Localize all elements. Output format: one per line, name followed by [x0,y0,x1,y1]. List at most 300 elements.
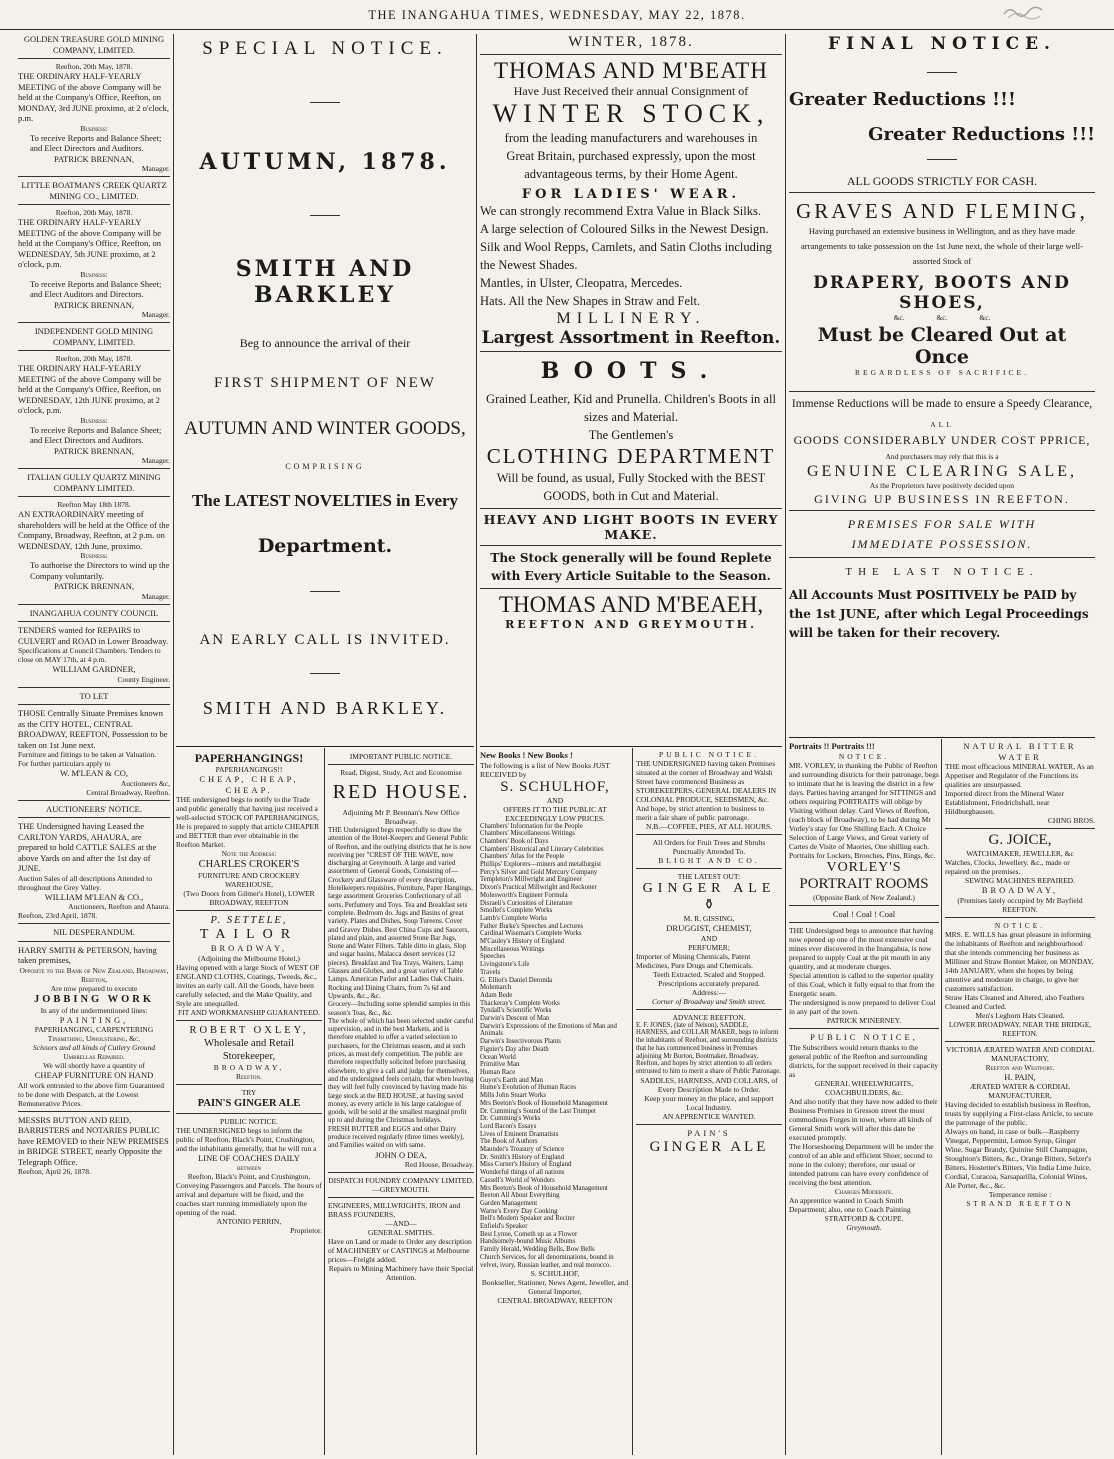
italian-date: Reefton May 18th 1878. [57,500,131,509]
column-2b [176,752,322,1455]
book-item: Ocean World [480,1053,516,1061]
corner: Corner of Broadway and Smith street. [651,996,767,1006]
book-item: Beeton All About Everything [480,1192,560,1200]
italian-title: ITALIAN GULLY QUARTZ MINING COMPANY LIMITED. [27,472,161,493]
book-item: Travels [480,968,501,976]
column-2c [328,752,474,1455]
etc: &c. &c. &c. [893,313,991,322]
lower-broadway: LOWER BROADWAY, NEAR THE BRIDGE, REEFTON. [948,1019,1092,1038]
proprietors: As the Proprietors have positively decided upon [869,481,1015,490]
and-3c: AND [700,933,718,943]
book-item: Mrs Beeton's Book of Household Management [480,1099,608,1107]
little-date: Reefton, 20th May, 1878. [55,208,133,217]
book-list [480,823,630,1270]
and-line: —AND— [385,1219,417,1229]
redhouse-body-2: Crockery and Glassware of every description, Hotelkeepers requisites, Furniture, Paper Hangings, large assortment Groceries Confectionary of all sorts, Perfumery and Toys. Tea and Breakfast sets complete. Bedroom do. Jugs and Basins of great variety. Plates and Dishes, Soup Tureens. Cover and Gravey Dishes. Best China Cups and Saucers, plated and plain, and assorted Stone Bar Jugs, Stone and Water Filters. Table ditto in glass, Slop and sugar basins, Malacca desert services (12 pieces). Breakfast and Tea Trays, Waiters, Lamp Glasses and Globes, and a great variety of Table Lamps. American Parlor and Ladies Oak Chairs. [328,875,473,984]
county-spec: Specifications at Council Chambers. Tenders to close on MAY 17th, at 4 p.m. [18,646,161,664]
county-signature: WILLIAM GARDNER, [52,664,136,674]
strand: STRAND REEFTON [966,1199,1074,1208]
manager-label: Manager. [141,164,170,173]
book-item: Family Herald, Wedding Bells, Bow Bells [480,1246,595,1254]
paper-title: PAPERHANGINGS! [194,752,304,765]
regardless: REGARDLESS OF SACRIFICE. [855,368,1029,377]
public-notice-4b: PUBLIC NOTICE, [810,1032,918,1042]
pain: H. PAIN, [1004,1071,1036,1082]
little-signature: PATRICK BRENNAN, [54,299,134,310]
apprentice: AN APPRENTICE WANTED. [662,1112,756,1122]
book-item: M'Cauley's History of England [480,938,565,946]
notice-4b: NOTICE. [838,751,890,761]
book-item: Figuier's Day after Death [480,1045,549,1053]
column-rule [785,34,786,1455]
prescriptions: Prescriptions accurately prepared. [658,978,760,988]
book-item: Dr. Cumming's Sound of the Last Trumpet [480,1107,596,1115]
comprising: COMPRISING [285,462,365,471]
book-item: Dr. Smith's History of England [480,1153,565,1161]
column-4b [789,741,939,1455]
adjoining: Adjoining Mr P. Brennan's New Office Broadway. [342,808,460,826]
millinery: MILLINERY. [556,310,706,327]
book-item: Thackeray's Complete Works [480,999,560,1007]
all: ALL [930,420,954,429]
book-item: Percy's Silver and Gold Mercury Company [480,868,598,876]
genuine: GENUINE CLEARING SALE, [807,463,1077,480]
latest-out: THE LATEST OUT: [677,872,741,881]
autumn-heading: AUTUMN, 1878. [199,149,451,175]
have-received: Have Just Received their annual Consignment of [513,84,749,98]
golden-body: THE ORDINARY HALF-YEARLY MEETING of the above Company will be held at the Company's Office, Reefton, on MONDAY, 3rd JUNE proximo, at 2 o'clock, p.m. [18,71,169,123]
beg-text: Beg to announce the arrival of their [239,336,411,350]
county-body: TENDERS wanted for REPAIRS to CULVERT and ROAD in Lower Broadway. [18,625,169,646]
book-item: Adam Bede [480,991,513,999]
nil-jobbing: JOBBING WORK [33,993,155,1005]
hats: Hats. All the New Shapes in Straw and Felt. [480,294,701,308]
book-item: Tyndall's Scientific Works [480,1007,552,1015]
croker-addr: (Two Doors from Gilmer's Hotel), LOWER BROADWAY, REEFTON [183,889,315,907]
adjoin: (Adjoining the Melbourne Hotel,) [198,953,300,963]
book-item: Smollet's Complete Works [480,907,553,915]
public-notice: PUBLIC NOTICE. [220,1116,278,1126]
wholesale: Wholesale and Retail [204,1037,294,1049]
paper-body: THE undersigned begs to notify to the Trade and public generally that having just received a well-selected STOCK OF PAPERHANGINGS, He is prepared to supply that article CHEAPER and BETTER than ever obtainable in the Reefton Market. [176,795,320,849]
redhouse-body-6: FRESH BUTTER and EGGS and other Dairy produce received regularly (three times weekly), and Families waited on with same. [328,1124,465,1150]
perrin: ANTONIO PERRIN, [216,1217,282,1226]
indep-business: To receive Reports and Balance Sheet; and Elect Directors and Auditors. [30,424,162,445]
tailor: TAILOR [199,927,299,942]
paper-sub: PAPERHANGINGS!! [215,765,283,774]
county-role: County Engineer. [117,674,170,684]
joice: G. JOICE, [988,832,1052,848]
nil-painting: PAINTING, [59,1014,129,1025]
following: The following is a list of New Books JUST RECEIVED by [480,760,610,779]
book-item: G. Elliot's Daniel Deronda [480,976,553,984]
odea-addr: Red House, Broadway. [404,1160,474,1170]
premises: PREMISES FOR SALE WITH IMMEDIATE POSSESSION. [847,517,1037,551]
column-rule [476,34,477,1455]
importer: Importer of Mining Chemicals, Patent Medicines, Pure Drugs and Chemicals. [636,951,754,970]
storekeeper: Storekeeper, [222,1050,276,1062]
little-title: LITTLE BOATMAN'S CREEK QUARTZ MINING CO., LIMITED. [21,180,167,201]
natural-bitter: NATURAL BITTER WATER [963,741,1077,762]
cheap-line: CHEAP, CHEAP, CHEAP. [199,774,299,795]
golden-signature: PATRICK BRENNAN, [54,153,134,164]
business-label: Business: [80,551,108,560]
auction-body: THE Undersigned having Leased the CARLTON YARDS, AHAURA, are prepared to hold CATTLE SALES at the above Yards on and after the 1st day of JUNE. [18,821,157,873]
proprietor: Proprietor. [290,1226,322,1235]
leghorn: Men's Leghorn Hats Cleaned. [975,1010,1065,1020]
latest-novelties: The LATEST NOVELTIES in Every [191,491,459,510]
book-item: Disraeli's Curiosities of Literature [480,899,573,907]
book-item: Molesworth's Engineer Formula [480,891,568,899]
ginger-ale: GINGER ALE [642,881,776,896]
department: Department. [257,535,393,557]
winter-heading: WINTER, 1878. [568,34,694,50]
redhouse-body-1: THE Undersigned begs respectfully to draw the attention of the Hotel-Keepers and General Public of Reefton, and the outlying districts that he is now receiving per "CREST OF THE WAVE, now discharging at Greymouth. A large and varied assortment of General Goods, Consisting of— [328,826,472,876]
tolet-apply: For further particulars apply to [18,759,111,768]
book-item: Best Lynne, Cometh up as a Flower [480,1230,578,1238]
book-item: Dixon's Practical Millwright and Reckoner [480,884,597,892]
croker: CHARLES CROKER'S [198,859,300,870]
early-call: AN EARLY CALL IS INVITED. [199,632,451,648]
mcinerney: PATRICK M'INERNEY. [826,1016,902,1025]
mantles: Mantles, in Ulster, Cleopatra, Mercedes. [480,276,683,290]
golden-date: Reefton, 20th May, 1878. [55,62,133,71]
indep-title: INDEPENDENT GOLD MINING COMPANY, LIMITED. [34,326,154,347]
book-item: Miss Curner's History of England [480,1161,572,1169]
button-date: Reefton, April 26, 1878. [18,1167,91,1176]
portraits: Portraits !! Portraits !!! [789,741,875,751]
settele-body: Having opened with a large Stock of WEST OF ENGLAND CLOTHS, Coatings, Tweeds, &c., invites an early call. All the Goods, have been carefully selected, and the Make Quality, and Style are unequalled. [176,962,320,1008]
note-address: Note the Address: [221,849,277,858]
grained: Grained Leather, Kid and Prunella. Children's Boots in all sizes and Material. [486,392,776,424]
redhouse-body-4: Grocery—Including some splendid samples in this season's Teas, &c., &c. [328,1000,471,1017]
column-3 [480,34,782,1455]
book-item: Chambers' Information for the People [480,822,583,830]
having: Having purchased an extensive business in Wellington, and as they have made arrangements to take possession on the 1st June next, the whole of their large well-assorted Stock of [801,226,1083,266]
always: Always on hand, in case or bulk—Raspberry Vinegar, Peppermint, Lemon Syrup, Ginger Wine, Sugar Brandy, Quinine Still Champagne, Stoughton's Bitters, &c., Orange Bitters, Selzer's Bitters, Hostetter's Bitters, Vin India Lime Juice, Cordial, Curacoa, Sarsaparilla, Colonial Wines, Ale Porter, &c., &c. [945,1127,1092,1190]
coal-deliver: The undersigned is now prepared to deliver Coal in any part of the town. [789,998,936,1016]
tolet-title: TO LET [79,690,109,701]
drapery: DRAPERY, BOOTS AND SHOES, [813,273,1071,313]
book-item: Mrs Beeton's Book of Household Management [480,1184,608,1192]
masthead [0,0,1114,30]
broadway-4c: BROADWAY, [981,885,1059,895]
pains: PAIN'S [687,1128,731,1139]
book-item: Chambers' Miscellaneous Writings [480,830,575,838]
final-notice: FINAL NOTICE. [828,34,1056,54]
schulhof-trades: Bookseller, Stationer, News Agent, Jeweller, and General Importer, [481,1278,629,1297]
special-notice-heading: SPECIAL NOTICE. [202,38,448,59]
engineers: ENGINEERS, MILLWRIGHTS, IRON and BRASS FOUNDERS, [328,1201,461,1220]
aerated: ÆRATED WATER & CORDIAL MANUFACTURER, [969,1082,1071,1100]
clothing: CLOTHING DEPARTMENT [486,444,776,468]
castings: Have on Land or made to Order any description of MACHINERY or CASTINGS at Melbourne prices—Freight added. [328,1237,472,1265]
tolet-role: Auctioneers &c, [120,778,170,788]
book-item: Dr. Cumming's Works [480,1115,541,1123]
and-label: AND [546,795,564,805]
smith-barkley-heading: SMITH AND BARKLEY [235,256,415,308]
places: REEFTON AND GREYMOUTH. [505,618,757,631]
gentlemen: The Gentlemen's [588,428,674,442]
reefton: Reefton. [236,1071,262,1081]
coloured: A large selection of Coloured Silks in the Newest Design. [480,222,769,236]
wheelwrights: GENERAL WHEELWRIGHTS, COACHBUILDERS, &c. [814,1078,914,1097]
button-body: MESSRS BUTTON AND REID, BARRISTERS and NOTARIES PUBLIC have REMOVED to their NEW PREMISES in BRIDGE STREET, nearly Opposite the Telegraph Office. [18,1114,169,1167]
nil-cheap: CHEAP FURNITURE ON HAND [34,1070,154,1080]
golden-business: To receive Reports and Balance Sheet; and Elect Directors and Auditors. [30,132,162,153]
book-item: Livingstone's Life [480,961,530,969]
sub-body: The Subscribers would return thanks to the general public of the Reefton and surrounding districts, for the support received in their capacity as [789,1042,939,1079]
advance: ADVANCE REEFTON. [672,1012,746,1022]
business-label: Business: [80,269,108,279]
column-4c [945,741,1095,1455]
book-item: Warne's Every Day Cooking [480,1207,558,1215]
column-2 [176,34,474,1455]
greymouth: Greymouth. [846,1222,882,1232]
horseshoeing: The Horseshoeing Department will be under the control of an able and efficient Shoer, second to none in the colony; therefore, our usual or intended patrons can have every confidence of receiving the best attention. [789,1141,934,1187]
straw: Straw Hats Cleaned and Altered, also Feathers Cleaned and Curled. [945,992,1085,1011]
autumn-winter-goods: AUTUMN AND WINTER GOODS, [184,418,466,439]
schulhof-addr: CENTRAL BROADWAY, REEFTON [497,1296,613,1306]
book-item: Miscellaneous Writings [480,945,545,953]
indep-body: THE ORDINARY HALF-YEARLY MEETING of the above Company will be held at the Company's Office, Reefton, on WEDNESDAY, 12th JUNE proximo, at 2 o'clock, p.m. [18,363,162,415]
ginger-ale-2: GINGER ALE [649,1138,769,1155]
read: Read, Digest, Study, Act and Economise [340,768,462,777]
auction-title: AUCTIONEERS' NOTICE. [46,803,142,814]
indep-date: Reefton, 20th May, 1878. [55,354,133,363]
ladies-wear: FOR LADIES' WEAR. [521,187,741,202]
tolet-body: THOSE Centrally Situate Premises known as the CITY HOTEL, CENTRAL BROADWAY, REEFTON, Possession to be taken on 1st June next. [18,708,168,750]
book-item: Chambers' Atlas for the People [480,853,565,861]
temperance: Temperance remise : [988,1190,1052,1199]
book-item: Hume's Evolution of Human Races [480,1084,576,1092]
book-item: Chambers' Book of Days [480,837,549,845]
business-label: Business: [80,123,108,133]
auction-desc: Auction Sales of all descriptions Attended to throughout the Grey Valley. [18,873,153,892]
book-item: Primitive Man [480,1061,520,1069]
between: between [237,1163,261,1172]
book-item: Speeches [480,953,506,961]
blight: BLIGHT AND CO. [658,856,760,865]
manager-label: Manager. [141,310,170,319]
column-1 [18,34,170,1455]
saddles: SADDLES, HARNESS, AND COLLARS, of Every Description Made to Order. [640,1076,778,1095]
nil-all: All work entrusted to the above firm Guaranteed to be done with Despatch, at the Lowest Remunerative Prices. [18,1080,164,1108]
jones-body: E. F. JONES, (late of Nelson), SADDLE, HARNESS, and COLLAR MAKER, begs to inform the inhabitants of Reefton, and surrounding districts that he has commenced business in Premises adjoining Mr Burton, Bootmaker, Broadway, Reefton, and hopes by strict attention to all orders entrusted to him to merit a share of Public Patronage. [636,1021,781,1076]
coal-body: THE Undersigned begs to announce that having now opened up one of the most extensive coal mines ever discovered in the Inangahua, is now prepared to supply Coal at the pit mouth in any quantity, and at moderate charges. [789,926,934,971]
book-item: Guyot's Earth and Man [480,1076,543,1084]
book-item: Wonderful things of all nations [480,1169,565,1177]
cash: ALL GOODS STRICTLY FOR CASH. [846,174,1038,188]
smith-barkley-sign: SMITH AND BARKLEY. [202,698,448,718]
column-4 [789,34,1095,1455]
book-item: Molemarch [480,984,512,992]
nil-scissors: Scissors and all kinds of Cutlery Ground [32,1043,156,1052]
pains-ginger: PAIN'S GINGER ALE [197,1097,301,1109]
victoria: VICTORIA ÆRATED WATER AND CORDIAL MANUFACTORY, [946,1044,1094,1063]
book-item: Lives of Eminent Dramatists [480,1130,559,1138]
replete: The Stock generally will be found Replete with Every Article Suitable to the Season. [490,551,772,583]
nil-title: NIL DESPERANDUM. [53,927,135,937]
found: Will be found, as usual, Fully Stocked with the BEST GOODS, both in Cut and Material. [496,471,766,503]
coaches: LINE OF COACHES DAILY [198,1152,300,1163]
pain-body: Having decided to establish business in Reefton, trusts by supplying a First-class Article, to secure the patronage of the public. [945,1100,1093,1127]
book-item: Garden Management [480,1199,538,1207]
book-item: Enfield's Speaker [480,1223,528,1231]
masthead-text: THE INANGAHUA TIMES, WEDNESDAY, MAY 22, 1878. [368,8,746,22]
from-text: from the leading manufacturers and warehouses in Great Britain, purchased expressly, upon the most advantageous terms, by their Home Agent. [504,131,758,181]
county-title: INANGAHUA COUNTY COUNCIL [29,607,159,618]
vorleys: VORLEY'S [826,859,902,875]
notice-4c: NOTICE. [994,920,1046,930]
perfumer: PERFUMER; [688,942,730,952]
graves: GRAVES AND FLEMING, [796,199,1088,223]
orders: All Orders for Fruit Trees and Shrubs Punctually Attended To. [652,838,766,856]
book-item: Phillips' Explorers—miners and metallurgist [480,861,601,869]
wills: MRS. E. WILLS has great pleasure in informing the inhabitants of Reefton and neighbourhood that she intends commencing her business as Milliner and Straw Bonnet Maker, on MONDAY, 14th JANUARY, when she hopes by being attentive and moderate in charge, to give her customers satisfaction. [945,929,1094,993]
conveying: Conveying Passengers and Parcels. The hours of arrival and departure will be fixed, and the coaches start running immediately upon the opening of the road. [176,1181,322,1217]
book-item: Cardinal Wiseman's Complete Works [480,930,582,938]
sewing: SEWING MACHINES REPAIRED. [965,876,1075,885]
nil-opposite: Opposite to the Bank of New Zealand, Broadway, Reefton, [19,965,169,984]
odea: JOHN O DEA, [375,1149,427,1160]
coal-special: Special attention is called to the superior quality of this Coal, which it fully equal to that from the Energetic seam. [789,971,935,998]
watchmaker: WATCHMAKER, JEWELLER, &c [966,849,1074,858]
italian-body: AN EXTRAORDINARY meeting of shareholders will be held at the Office of the Company, Broadway, Reefton, at 2 p.m. on WEDNESDAY, 12th June, proximo. [18,509,170,551]
book-item: Darwin's Insectivorous Plants [480,1038,561,1046]
try: TRY [241,1087,257,1097]
thomas-sign: THOMAS AND M'BEAEH, [498,592,764,617]
nil-any: In any of the undermentioned lines: [40,1005,148,1015]
book-item: Maunder's Treasury of Science [480,1146,565,1154]
redhouse-body-5: The whole of which has been selected under careful supervision, and in the best Markets, and is therefore enabled to offer a varied selection to purchasers, for the Christmas season, and at such prices, as must defy competition. The public are therefore respectfully solicited before purchasing elsewhere, to give a call and judge for themselves, and the undersigned feels certain, that when leaving they will feel fully convinced by having made his large stock at the RED HOUSE, at having saved money, as every article in his large catalogue of goods, will be sold at the smallest marginal profit up to and during the Christmas holidays. [328,1016,474,1125]
italian-business: To authorise the Directors to wind up the Company voluntarily. [30,560,170,581]
nil-paper: PAPERHANGING, CARPENTERING [34,1025,154,1034]
nil-prepared: Are now prepared to execute [50,983,138,993]
settele: P. SETTELE, [210,915,288,926]
auction-date: Reefton, 23rd April, 1878. [18,911,98,920]
golden-title: GOLDEN TREASURE GOLD MINING COMPANY, LIMITED. [23,34,165,55]
tolet-place: Central Broadway, Reefton. [86,787,170,797]
book-item: Chambers' Historical and Literary Celebrities [480,845,604,853]
book-item: Human Race [480,1069,516,1076]
indep-signature: PATRICK BRENNAN, [54,445,134,456]
book-item: Templeton's Millwright and Engineer [480,876,582,884]
smiths: GENERAL SMITHS. [368,1228,434,1238]
largest: Largest Assortment in Reefton. [481,328,781,348]
blight-body: THE UNDERSIGNED having taken Premises situated at the corner of Broadway and Walsh Street have commenced Business as STOREKEEPERS, GENERAL DEALERS IN COLONIAL PRODUCE, SEEDSMEN, &c. And hope, by strict attention to business to merit a fair share of public patronage. [636,759,777,822]
broadway: BROADWAY, [210,943,288,953]
boots: BOOTS. [540,358,722,384]
book-item: Darwin's Expressions of the Emotions of Man and Animals [480,1022,617,1038]
route: Reefton, Black's Point, and Crushington, [187,1172,311,1181]
coal: Coal ! Coal ! Coal [832,908,896,919]
giving-up: GIVING UP BUSINESS IN REEFTON. [814,492,1070,506]
must-clear: Must be Cleared Out at Once [817,324,1067,368]
auction-signature: WILLIAM M'LEAN & CO., [44,891,144,902]
winter-stock: WINTER STOCK, [492,99,770,128]
coach-body: THE UNDERSIGNED begs to inform the public of Reefton, Black's Point, Crushington, and the inhabitants generally, that he will run a [176,1125,317,1153]
accounts: All Accounts Must POSITIVELY be PAID by the 1st JUNE, after which Legal Proceedings will be taken for their recovery. [789,588,1089,640]
thomas-heading: THOMAS AND M'BEATH [494,58,768,83]
scribble-mark-icon [1002,4,1044,22]
broadway2: BROADWAY, [213,1062,285,1072]
tolet-furniture: Furniture and fittings to be taken at Valuation. [18,750,157,759]
moderate: Charges Moderate. [834,1186,894,1196]
croker-sub: FURNITURE AND CROCKERY WAREHOUSE, [197,871,301,889]
dispatch: DISPATCH FOUNDRY COMPANY LIMITED.—GREYMOUTH. [328,1176,474,1195]
schulhof-sign: S. SCHULHOF, [530,1269,580,1279]
column-rule [173,34,174,1455]
watches: Watches, Clocks, Jewellery. &c., made or repaired on the premises. [945,858,1070,876]
opposite-bank: (Opposite Bank of New Zealand.) [813,892,915,902]
imported: Imported direct from the Mineral Water Establishment, Friedrichshall, near Hildburghausen. [945,789,1065,816]
gissing: M. R. GISSING, [683,914,735,923]
druggist: DRUGGIST, CHEMIST, [666,923,752,933]
italian-signature: PATRICK BRENNAN, [54,581,134,591]
book-item: Lamb's Complete Works [480,914,548,922]
book-item: Father Burke's Speeches and Lectures [480,922,584,930]
nil-shortly: We will shortly have a quantity of [43,1061,145,1070]
column-3c [636,750,782,1455]
ching: CHING BROS. [1047,816,1095,825]
nil-tin: Tinsmithing, Upholstering, &c. [47,1034,141,1043]
first-shipment: FIRST SHIPMENT OF NEW [214,375,436,391]
important: IMPORTANT PUBLIC NOTICE. [349,752,453,761]
auction-role: Auctioneers, Reefton and Ahaura. [68,902,170,911]
book-item: The Book of Authors [480,1138,538,1146]
oxley: ROBERT OXLEY, [189,1024,309,1036]
schulhof: S. SCHULHOF, [500,778,610,795]
stratford: STRATFORD & COUPE. [824,1213,904,1223]
fit: FIT AND WORKMANSHIP GUARANTEED. [178,1007,320,1017]
book-item: Bell's Modern Speaker and Reciter [480,1215,575,1223]
victoria-place: Reefton and Westport. [985,1062,1055,1072]
nil-umbrella: Umbrellas Repaired. [63,1052,125,1061]
red-house: RED HOUSE. [332,781,470,803]
silk: Silk and Wool Repps, Camlets, and Satin Cloths including the Newest Shades. [480,240,772,272]
book-item: Darwin's Descent of Man [480,1015,550,1023]
book-item: Cassell's World of Wonders [480,1176,555,1184]
book-item: Mills John Stuart Works [480,1092,546,1100]
book-item: Handsomely-bound Music Albums [480,1238,576,1246]
manager-label: Manager. [141,591,170,601]
column-3b [480,750,630,1455]
manager-label: Manager. [141,456,170,465]
book-item: Church Services, for all denominations, bound in velvet, ivory, Russian leather, and real morocco. [480,1253,614,1269]
new-books: New Books ! New Books ! [480,750,573,760]
natural-body: THE most efficacious MINERAL WATER, As an Appetiser and Regulator of the Functions its qualities are unsurpassed. [945,762,1094,789]
immense: Immense Reductions will be made to ensure a Speedy Clearance, [791,398,1093,410]
last-notice: THE LAST NOTICE. [845,566,1039,578]
goods-under-cost: GOODS CONSIDERABLY UNDER COST PPRICE, [793,433,1091,447]
premises-4c: (Premises lately occupied by Mr Bayfield REEFTON. [957,895,1083,914]
business-label: Business: [80,415,108,425]
address: Address:— [691,987,727,997]
keep: Keep your money in the place, and support Local Industry. [644,1094,774,1113]
public-notice-3c: PUBLIC NOTICE. [659,750,759,759]
little-body: THE ORDINARY HALF-YEARLY MEETING of the above Company will be held at the Company's Office, Reefton, on WEDNESDAY, 5th JUNE proximo, at 2 o'clock, p.m. [18,217,162,269]
purchasers: And purchasers may rely that this is a [885,452,999,461]
book-item: Lord Bacon's Essays [480,1122,537,1130]
redhouse-body-3: Rocking and Dining Chairs, from 7s 6d and Upwards, &c., &c. [328,983,451,1000]
recommend: We can strongly recommend Extra Value in Black Silks. [480,204,761,218]
vorley-body: MR. VORLEY, in thanking the Public of Reefton and surrounding districts for their patronage, begs to intimate that he is leaving the district in a few days. Parties having arranged for SITTINGS and others requiring PORTRAITS will oblige by Visiting without delay. Card Views of Reefton, (each block of Broadway), to be had during Mr Vorley's stay for One Shilling Each. A Choice Selection of Large Views, and Great variety of Cartes de Visite of Maories, One shilling each. Portraits for Lockets, Brooches, Pins, Rings, &c. [789,760,939,860]
repairs: Repairs to Mining Machinery have their Special Attention. [328,1264,474,1283]
apprentice-4b: An apprentice wanted in Coach Smith Department; also, one to Coach Painting [789,1195,911,1214]
little-business: To receive Reports and Balance Sheet; and Elect Auditors and Directors. [30,278,162,299]
greater-1: Greater Reductions !!! [789,89,1016,110]
